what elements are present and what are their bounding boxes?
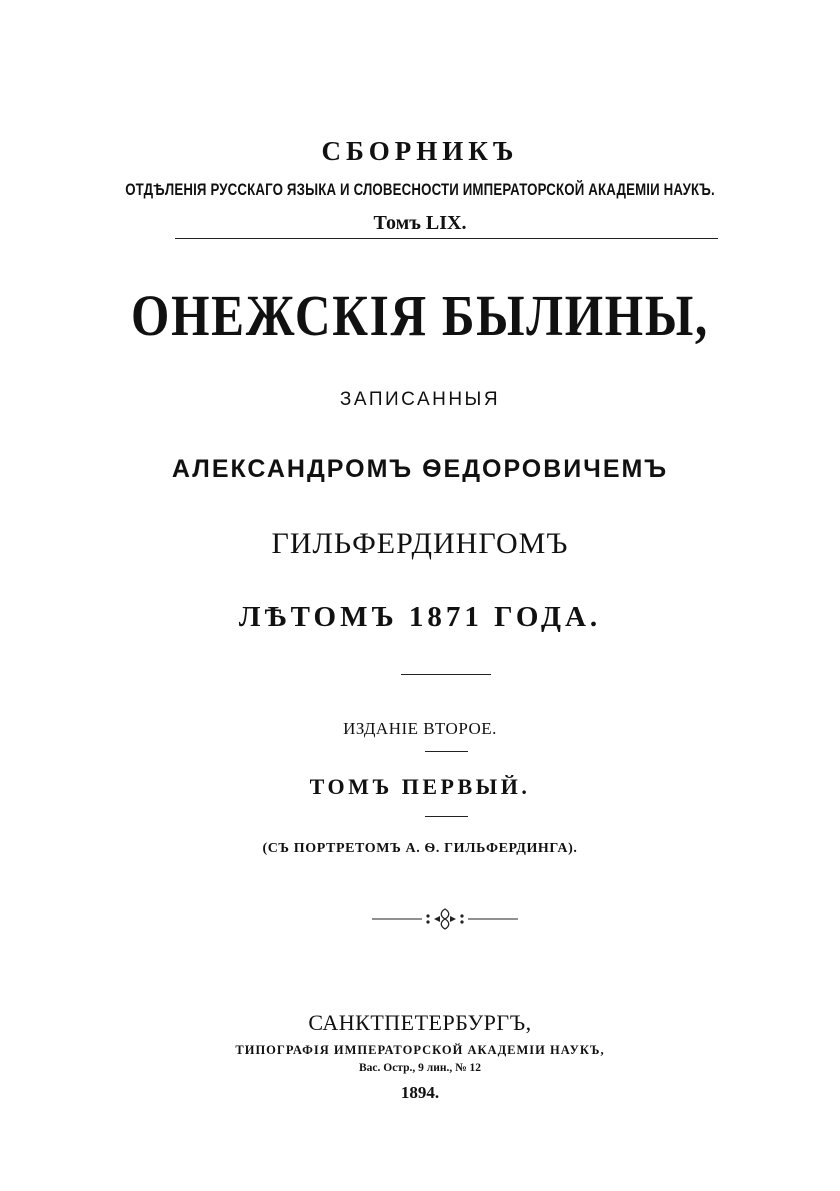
- recorded-by: ЗАПИСАННЫЯ: [339, 389, 501, 410]
- ornament-divider: [370, 906, 520, 932]
- header-rule: [175, 238, 718, 239]
- title-rule: [401, 674, 491, 675]
- volume-rule: [425, 816, 468, 817]
- series-title: СБОРНИКЪ: [321, 136, 519, 166]
- edition-rule: [425, 751, 468, 752]
- portrait-note: (СЪ ПОРТРЕТОМЪ А. Ѳ. ГИЛЬФЕРДИНГА).: [262, 841, 578, 856]
- author-name-line1: АЛЕКСАНДРОМЪ ѲЕДОРОВИЧЕМЪ: [171, 455, 669, 483]
- imprint-printer: ТИПОГРАФІЯ ИМПЕРАТОРСКОЙ АКАДЕМІИ НАУКЪ,: [235, 1043, 605, 1057]
- series-subtitle: ОТДѢЛЕНІЯ РУССКАГО ЯЗЫКА И СЛОВЕСНОСТИ ИМПЕРАТОРСКОЙ АКАДЕМІИ НАУКЪ.: [125, 180, 715, 199]
- volume-label: ТОМЪ ПЕРВЫЙ.: [309, 774, 531, 799]
- edition-label: ИЗДАНІЕ ВТОРОЕ.: [343, 719, 497, 738]
- imprint-city: САНКТПЕТЕРБУРГЪ,: [308, 1010, 532, 1035]
- imprint-year: 1894.: [400, 1083, 440, 1102]
- main-title: ОНЕЖСКІЯ БЫЛИНЫ,: [131, 283, 709, 348]
- series-volume: Томъ LIX.: [373, 212, 467, 234]
- date-line: ЛѢТОМЪ 1871 ГОДА.: [238, 601, 602, 633]
- author-name-line2: ГИЛЬФЕРДИНГОМЪ: [271, 527, 569, 560]
- imprint-address: Вас. Остр., 9 лин., № 12: [358, 1062, 482, 1074]
